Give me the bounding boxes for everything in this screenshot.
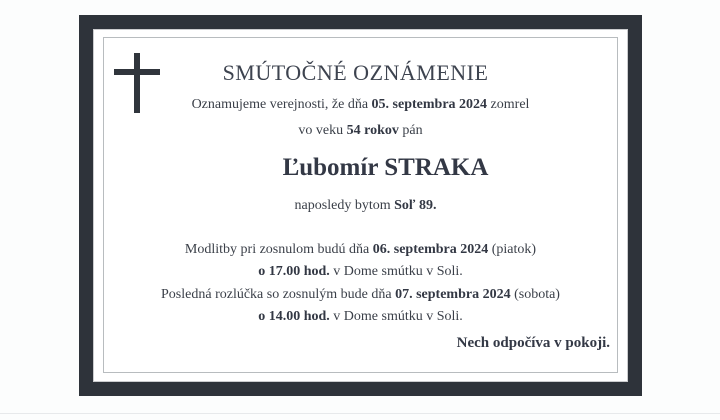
farewell-line-1 (103, 286, 618, 303)
farewell-date: 07. septembra 2024 (395, 287, 511, 302)
prayers-line-2 (103, 263, 618, 280)
prayers-date: 06. septembra 2024 (372, 242, 489, 257)
prayers-day: (piatok) (488, 242, 537, 257)
age-value: 54 rokov (346, 123, 399, 138)
announcement-post: zomrel (487, 97, 530, 112)
prayers-line-1 (103, 241, 618, 258)
death-date: 05. septembra 2024 (371, 97, 488, 112)
farewell-line-2 (103, 308, 618, 325)
residence-address: Soľ 89. (394, 198, 437, 213)
farewell-place: v Dome smútku v Soli. (329, 309, 463, 324)
notice-title: SMÚTOČNÉ OZNÁMENIE (222, 60, 489, 85)
farewell-pre: Posledná rozlúčka so zosnulým bude dňa (161, 287, 396, 302)
prayers-pre: Modlitby pri zosnulom budú dňa (184, 242, 373, 257)
announcement-line (103, 96, 618, 113)
scan-artifact-line (0, 413, 720, 414)
age-post: pán (398, 123, 423, 138)
deceased-name: Ľubomír STRAKA (282, 154, 489, 181)
residence-pre: naposledy bytom (294, 198, 395, 213)
prayers-place: v Dome smútku v Soli. (329, 264, 463, 279)
age-pre: vo veku (298, 123, 347, 138)
prayers-time: o 17.00 hod. (258, 264, 330, 279)
farewell-day: (sobota) (510, 287, 560, 302)
residence-line (108, 197, 623, 214)
announcement-pre: Oznamujeme verejnosti, že dňa (191, 97, 372, 112)
farewell-time: o 14.00 hod. (258, 309, 330, 324)
closing-line: Nech odpočíva v pokoji. (456, 335, 610, 351)
age-line (103, 122, 618, 139)
